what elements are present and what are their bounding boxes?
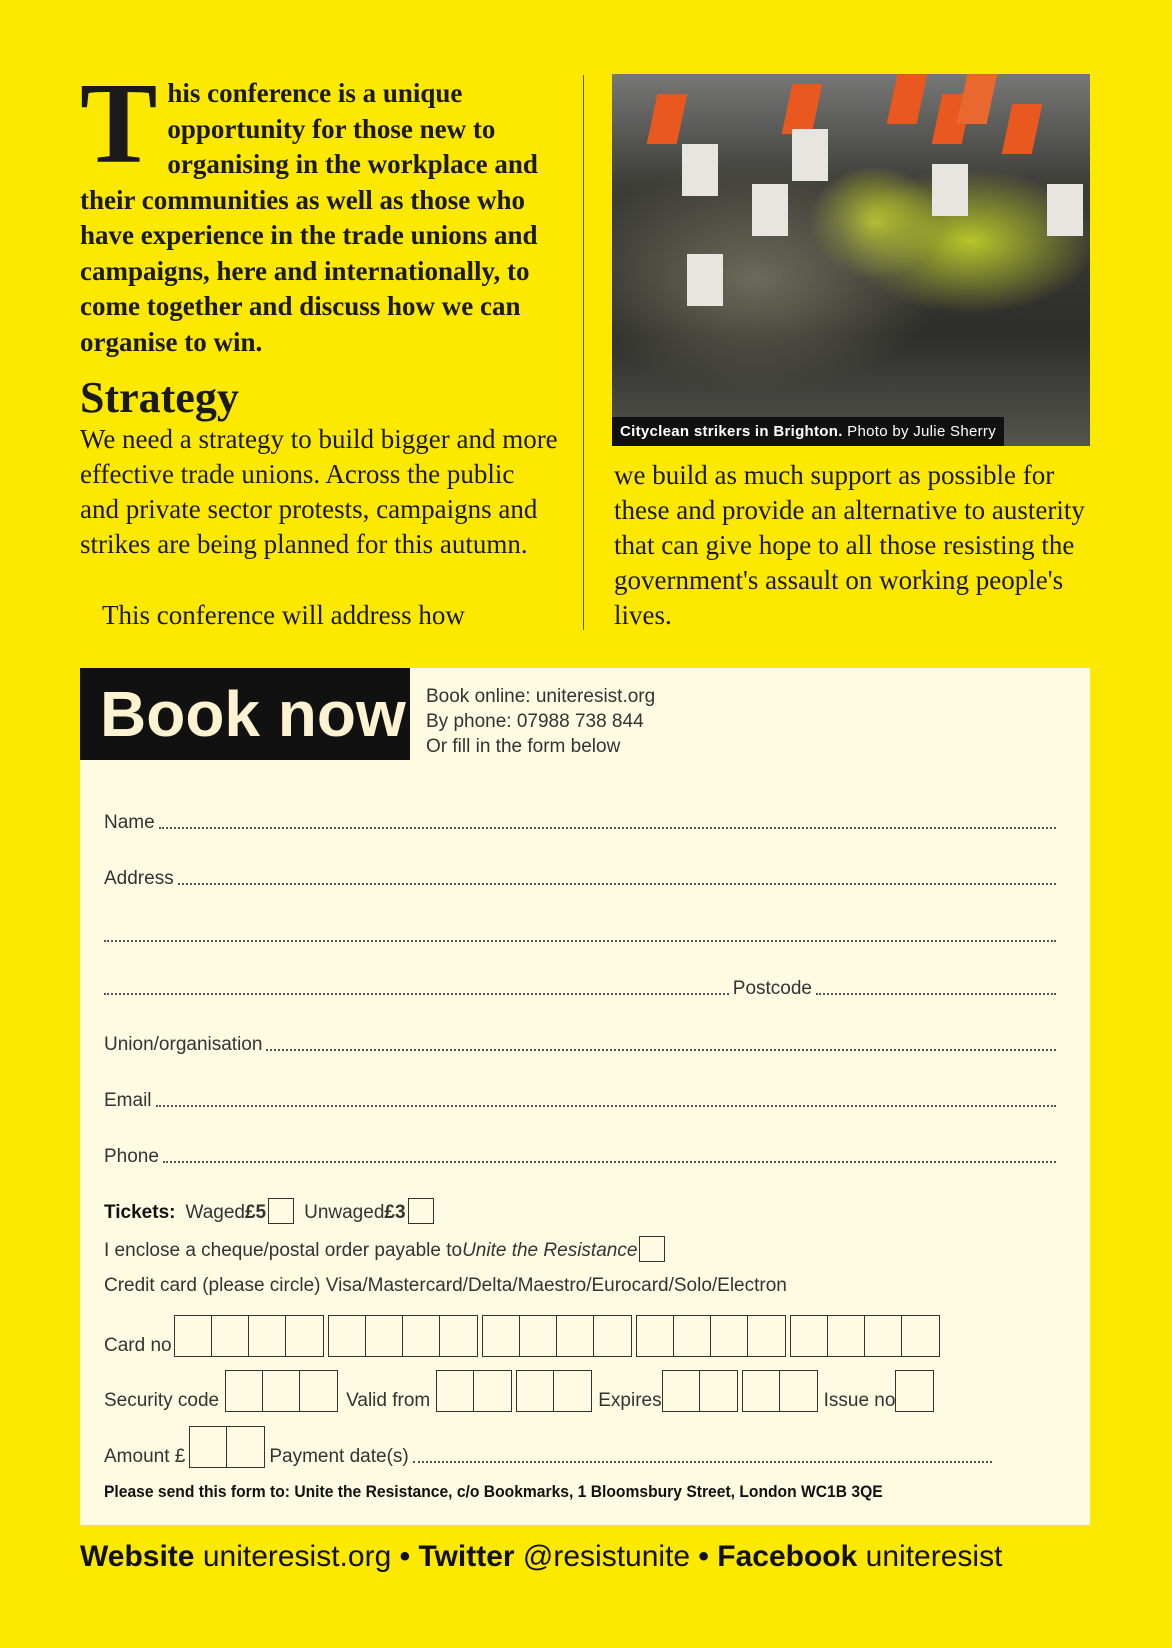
waged-checkbox[interactable]: [268, 1198, 294, 1224]
valid-from-month[interactable]: [436, 1370, 512, 1412]
card-number-group[interactable]: [174, 1315, 324, 1357]
valid-from-year[interactable]: [516, 1370, 592, 1412]
book-phone: By phone: 07988 738 844: [426, 711, 644, 732]
address-line-2[interactable]: [104, 923, 1060, 947]
strategy-paragraph-continued: This conference will address how: [102, 600, 465, 630]
website-link[interactable]: uniteresist.org: [202, 1540, 392, 1573]
twitter-link[interactable]: @resistunite: [522, 1540, 691, 1573]
card-number-group[interactable]: [482, 1315, 632, 1357]
cheque-row: I enclose a cheque/postal order payable to Unite the Resistance: [104, 1236, 669, 1262]
email-field[interactable]: Email: [104, 1090, 1060, 1112]
expires-month[interactable]: [662, 1370, 738, 1412]
strategy-heading: Strategy: [80, 373, 239, 422]
booking-info: [426, 684, 655, 759]
facebook-link[interactable]: uniteresist: [865, 1540, 1003, 1573]
strikers-photo: [612, 74, 1090, 446]
cheque-checkbox[interactable]: [639, 1236, 665, 1262]
amount-row: Amount £ Payment date(s): [104, 1426, 996, 1468]
intro-paragraph: [80, 60, 560, 360]
column-divider: [583, 75, 584, 630]
phone-field[interactable]: Phone: [104, 1146, 1060, 1168]
unwaged-checkbox[interactable]: [408, 1198, 434, 1224]
send-address: Please send this form to: Unite the Resistance, c/o Bookmarks, 1 Bloomsbury Street, London WC1B 3QE: [104, 1482, 883, 1501]
payment-dates-field[interactable]: [413, 1461, 992, 1463]
intro-text: his conference is a unique opportunity for those new to organising in the workplace and their communities as well as those who have experience in the trade unions and campaigns, here and internationally, to come together and discuss how we can organise to win.: [80, 78, 538, 357]
expires-year[interactable]: [742, 1370, 818, 1412]
postcode-label: Postcode: [732, 978, 812, 999]
tickets-row: Tickets: Waged £5 Unwaged £3: [104, 1198, 438, 1224]
address-field[interactable]: Address: [104, 868, 1060, 890]
drop-cap: T: [80, 60, 158, 188]
amount-boxes[interactable]: [189, 1426, 265, 1468]
book-now-heading: Book now: [80, 668, 410, 760]
union-field[interactable]: Union/organisation: [104, 1034, 1060, 1056]
postcode-row[interactable]: [104, 978, 1060, 1000]
strategy-paragraph: We need a strategy to build bigger and more effective trade unions. Across the public and private sector protests, campaigns and strikes are being planned for this autumn.: [80, 424, 558, 559]
name-field[interactable]: Name: [104, 812, 1060, 834]
right-column-paragraph: we build as much support as possible for these and provide an alternative to austerity that can give hope to all those resisting the government's assault on working people's lives.: [614, 460, 1085, 630]
card-number-row: Card no: [104, 1315, 944, 1357]
book-online-link[interactable]: Book online: uniteresist.org: [426, 686, 656, 707]
footer-links: Website uniteresist.org • Twitter @resistunite • Facebook uniteresist: [80, 1540, 1003, 1573]
security-row: Security code Valid from Expires Issue no: [104, 1370, 938, 1412]
security-code-boxes[interactable]: [225, 1370, 338, 1412]
photo-caption: Cityclean strikers in Brighton. Photo by Julie Sherry: [612, 417, 1004, 446]
book-form-note: Or fill in the form below: [426, 736, 621, 757]
card-number-group[interactable]: [790, 1315, 940, 1357]
card-number-group[interactable]: [636, 1315, 786, 1357]
credit-card-types: Credit card (please circle) Visa/Mastercard/Delta/Maestro/Eurocard/Solo/Electron: [104, 1275, 787, 1296]
issue-number-box[interactable]: [895, 1370, 934, 1412]
card-number-group[interactable]: [328, 1315, 478, 1357]
